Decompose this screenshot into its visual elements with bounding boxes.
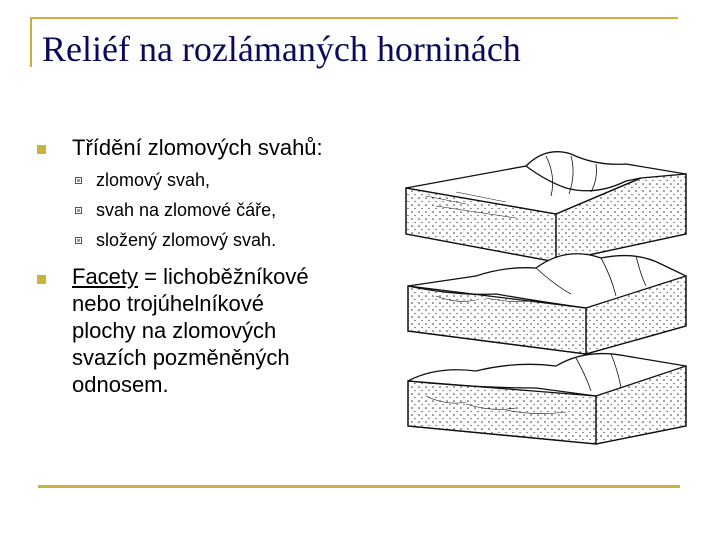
block-diagram-fault-line-scarp xyxy=(408,254,686,354)
facets-line: odnosem. xyxy=(72,372,169,397)
bullet-square-icon xyxy=(37,145,46,154)
facets-line: nebo trojúhelníkové xyxy=(72,291,265,316)
facets-line: = lichoběžníkové xyxy=(138,264,309,289)
sub-bullet-icon xyxy=(75,207,82,214)
block-diagram-composite-fault-scarp xyxy=(408,354,686,444)
frame-top-rule xyxy=(30,17,678,19)
term-facety: Facety xyxy=(72,264,139,289)
frame-bottom-rule xyxy=(38,485,680,488)
facets-line: svazích pozměněných xyxy=(72,345,290,370)
bullet-text-facets xyxy=(72,263,372,398)
slide-title: Reliéf na rozlámaných horninách xyxy=(42,29,521,69)
sub-bullet-icon xyxy=(75,177,82,184)
sub-item: svah na zlomové čáře, xyxy=(96,200,277,220)
block-diagram-fault-scarp xyxy=(406,152,686,262)
sub-bullet-icon xyxy=(75,237,82,244)
frame-left-rule xyxy=(30,17,32,67)
bullet-text-classification: Třídění zlomových svahů: xyxy=(72,135,323,160)
bullet-square-icon xyxy=(37,275,46,284)
sub-item: zlomový svah, xyxy=(96,170,211,190)
fault-scarp-block-diagrams xyxy=(396,126,696,450)
facets-line: plochy na zlomových xyxy=(72,318,277,343)
sub-item: složený zlomový svah. xyxy=(96,230,277,250)
